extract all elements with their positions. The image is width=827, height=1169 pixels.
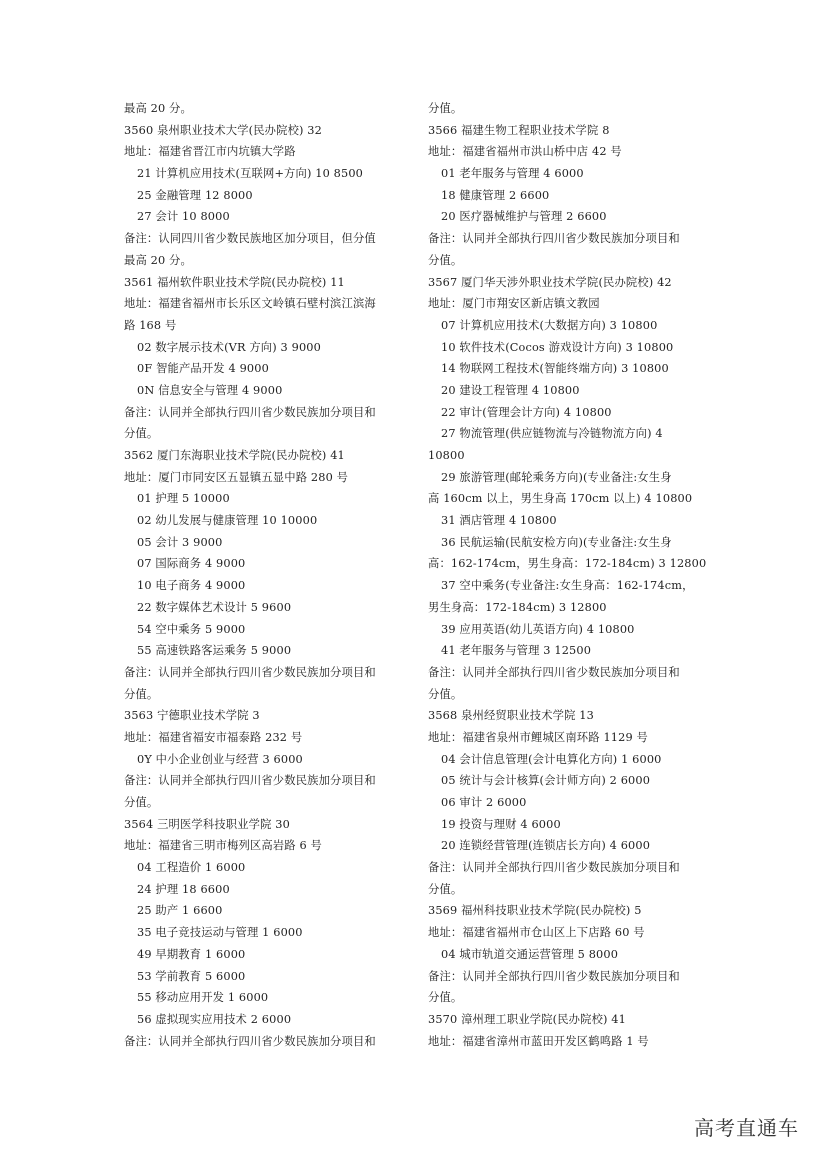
left-column-line: 01 护理 5 10000 <box>137 492 230 506</box>
left-column-line: 3563 宁德职业技术学院 3 <box>124 709 260 723</box>
left-column-line: 最高 20 分。 <box>124 102 192 115</box>
watermark-text: 高考直通车 <box>694 1116 799 1140</box>
left-column-line: 49 早期教育 1 6000 <box>137 947 246 961</box>
right-column-line: 男生身高：172-184cm) 3 12800 <box>428 600 607 614</box>
left-column-line: 0F 智能产品开发 4 9000 <box>137 362 269 376</box>
left-column-line: 分值。 <box>124 796 159 809</box>
right-column-line: 3566 福建生物工程职业技术学院 8 <box>428 123 610 137</box>
right-column-line: 3567 厦门华天涉外职业技术学院(民办院校) 42 <box>428 275 672 289</box>
left-column-line: 备注：认同并全部执行四川省少数民族加分项目和 <box>124 405 376 419</box>
right-column-line: 01 老年服务与管理 4 6000 <box>441 167 584 181</box>
right-column-line: 06 审计 2 6000 <box>441 796 527 809</box>
right-column-line: 备注：认同并全部执行四川省少数民族加分项目和 <box>428 861 680 875</box>
left-column-line: 21 计算机应用技术(互联网+方向) 10 8500 <box>137 167 364 181</box>
left-column-line: 备注：认同并全部执行四川省少数民族加分项目和 <box>124 665 376 679</box>
left-column <box>124 98 409 1052</box>
left-column-line: 0Y 中小企业创业与经营 3 6000 <box>137 752 303 766</box>
right-column-line: 备注：认同并全部执行四川省少数民族加分项目和 <box>428 969 680 983</box>
left-column-line: 地址：福建省晋江市内坑镇大学路 <box>124 145 296 159</box>
right-column-line: 分值。 <box>428 102 463 115</box>
right-column-line: 07 计算机应用技术(大数据方向) 3 10800 <box>441 318 658 332</box>
left-column-line: 55 高速铁路客运乘务 5 9000 <box>137 644 292 658</box>
left-column-line: 分值。 <box>124 687 159 701</box>
right-column-line: 高 160cm 以上，男生身高 170cm 以上) 4 10800 <box>428 492 693 506</box>
left-column-line: 53 学前教育 5 6000 <box>137 969 246 983</box>
left-column-line: 备注：认同四川省少数民族地区加分项目，但分值 <box>124 232 376 246</box>
right-column-line: 29 旅游管理(邮轮乘务方向)(专业备注:女生身 <box>441 470 672 484</box>
left-column-line: 地址：福建省福安市福泰路 232 号 <box>124 730 303 744</box>
right-column-line: 27 物流管理(供应链物流与冷链物流方向) 4 <box>441 427 663 441</box>
right-column-line: 分值。 <box>428 991 463 1005</box>
right-column-line: 分值。 <box>428 882 463 896</box>
right-column-line: 备注：认同并全部执行四川省少数民族加分项目和 <box>428 232 680 246</box>
left-column-line: 地址：福建省三明市梅列区高岩路 6 号 <box>124 839 322 853</box>
right-column-line: 备注：认同并全部执行四川省少数民族加分项目和 <box>428 665 680 679</box>
right-column-line: 39 应用英语(幼儿英语方向) 4 10800 <box>441 622 635 636</box>
left-column-line: 35 电子竞技运动与管理 1 6000 <box>137 926 303 940</box>
right-column-line: 地址：福建省泉州市鲤城区南环路 1129 号 <box>428 730 648 744</box>
left-column-line: 3560 泉州职业技术大学(民办院校) 32 <box>124 123 322 137</box>
right-column-line: 37 空中乘务(专业备注:女生身高：162-174cm， <box>441 579 694 593</box>
left-column-line: 地址：福建省福州市长乐区文岭镇石壁村滨江滨海 <box>124 297 376 311</box>
left-column-line: 25 金融管理 12 8000 <box>137 188 253 202</box>
left-column-line: 25 助产 1 6600 <box>137 904 223 918</box>
left-column-line: 10 电子商务 4 9000 <box>137 579 246 593</box>
left-column-line: 0N 信息安全与管理 4 9000 <box>137 383 283 397</box>
right-column-line: 20 连锁经营管理(连锁店长方向) 4 6000 <box>441 839 651 853</box>
left-column-line: 54 空中乘务 5 9000 <box>137 622 246 636</box>
right-column-line: 地址：福建省福州市洪山桥中店 42 号 <box>428 145 622 159</box>
left-column-line: 路 168 号 <box>124 318 177 332</box>
right-column-line: 地址：福建省福州市仓山区上下店路 60 号 <box>428 926 645 940</box>
left-column-line: 22 数字媒体艺术设计 5 9600 <box>137 600 292 614</box>
left-column-line: 27 会计 10 8000 <box>137 210 230 224</box>
right-column-line: 31 酒店管理 4 10800 <box>441 514 557 528</box>
right-column-line: 分值。 <box>428 253 463 267</box>
left-column-line: 56 虚拟现实应用技术 2 6000 <box>137 1012 292 1026</box>
left-column-line: 24 护理 18 6600 <box>137 882 230 896</box>
right-column-line: 04 会计信息管理(会计电算化方向) 1 6000 <box>441 752 662 766</box>
right-column-line: 10800 <box>428 449 465 462</box>
right-column-line: 分值。 <box>428 687 463 701</box>
right-column-line: 22 审计(管理会计方向) 4 10800 <box>441 405 612 419</box>
left-column-line: 55 移动应用开发 1 6000 <box>137 991 269 1005</box>
right-column-line: 地址：福建省漳州市蓝田开发区鹤鸣路 1 号 <box>428 1034 649 1048</box>
left-column-line: 3564 三明医学科技职业学院 30 <box>124 817 290 831</box>
right-column-line: 04 城市轨道交通运营管理 5 8000 <box>441 947 619 961</box>
right-column-line: 地址：厦门市翔安区新店镇文教园 <box>428 297 600 311</box>
left-column-line: 04 工程造价 1 6000 <box>137 861 246 875</box>
right-column-line: 高：162-174cm，男生身高：172-184cm) 3 12800 <box>428 557 707 571</box>
right-column-line: 36 民航运输(民航安检方向)(专业备注:女生身 <box>441 535 672 549</box>
right-column-line: 3570 漳州理工职业学院(民办院校) 41 <box>428 1012 626 1026</box>
left-column-line: 3561 福州软件职业技术学院(民办院校) 11 <box>124 275 345 289</box>
left-column-line: 02 幼儿发展与健康管理 10 10000 <box>137 514 318 528</box>
left-column-line: 地址：厦门市同安区五显镇五显中路 280 号 <box>124 470 349 484</box>
left-column-line: 3562 厦门东海职业技术学院(民办院校) 41 <box>124 449 345 462</box>
right-column-line: 20 建设工程管理 4 10800 <box>441 383 580 397</box>
left-column-line: 02 数字展示技术(VR 方向) 3 9000 <box>137 340 321 354</box>
right-column-line: 41 老年服务与管理 3 12500 <box>441 644 592 658</box>
left-column-line: 备注：认同并全部执行四川省少数民族加分项目和 <box>124 774 376 788</box>
right-column-line: 20 医疗器械维护与管理 2 6600 <box>441 210 607 224</box>
left-column-line: 最高 20 分。 <box>124 253 192 267</box>
right-column-line: 14 物联网工程技术(智能终端方向) 3 10800 <box>441 362 669 376</box>
right-column <box>428 98 713 1052</box>
right-column-line: 3569 福州科技职业技术学院(民办院校) 5 <box>428 904 642 918</box>
right-column-line: 10 软件技术(Cocos 游戏设计方向) 3 10800 <box>441 340 674 354</box>
left-column-line: 分值。 <box>124 427 159 441</box>
right-column-line: 19 投资与理财 4 6000 <box>441 817 561 831</box>
left-column-line: 05 会计 3 9000 <box>137 535 223 549</box>
right-column-line: 3568 泉州经贸职业技术学院 13 <box>428 709 594 723</box>
left-column-line: 备注：认同并全部执行四川省少数民族加分项目和 <box>124 1034 376 1048</box>
left-column-line: 07 国际商务 4 9000 <box>137 557 246 571</box>
right-column-line: 05 统计与会计核算(会计师方向) 2 6000 <box>441 774 651 788</box>
right-column-line: 18 健康管理 2 6600 <box>441 188 550 202</box>
